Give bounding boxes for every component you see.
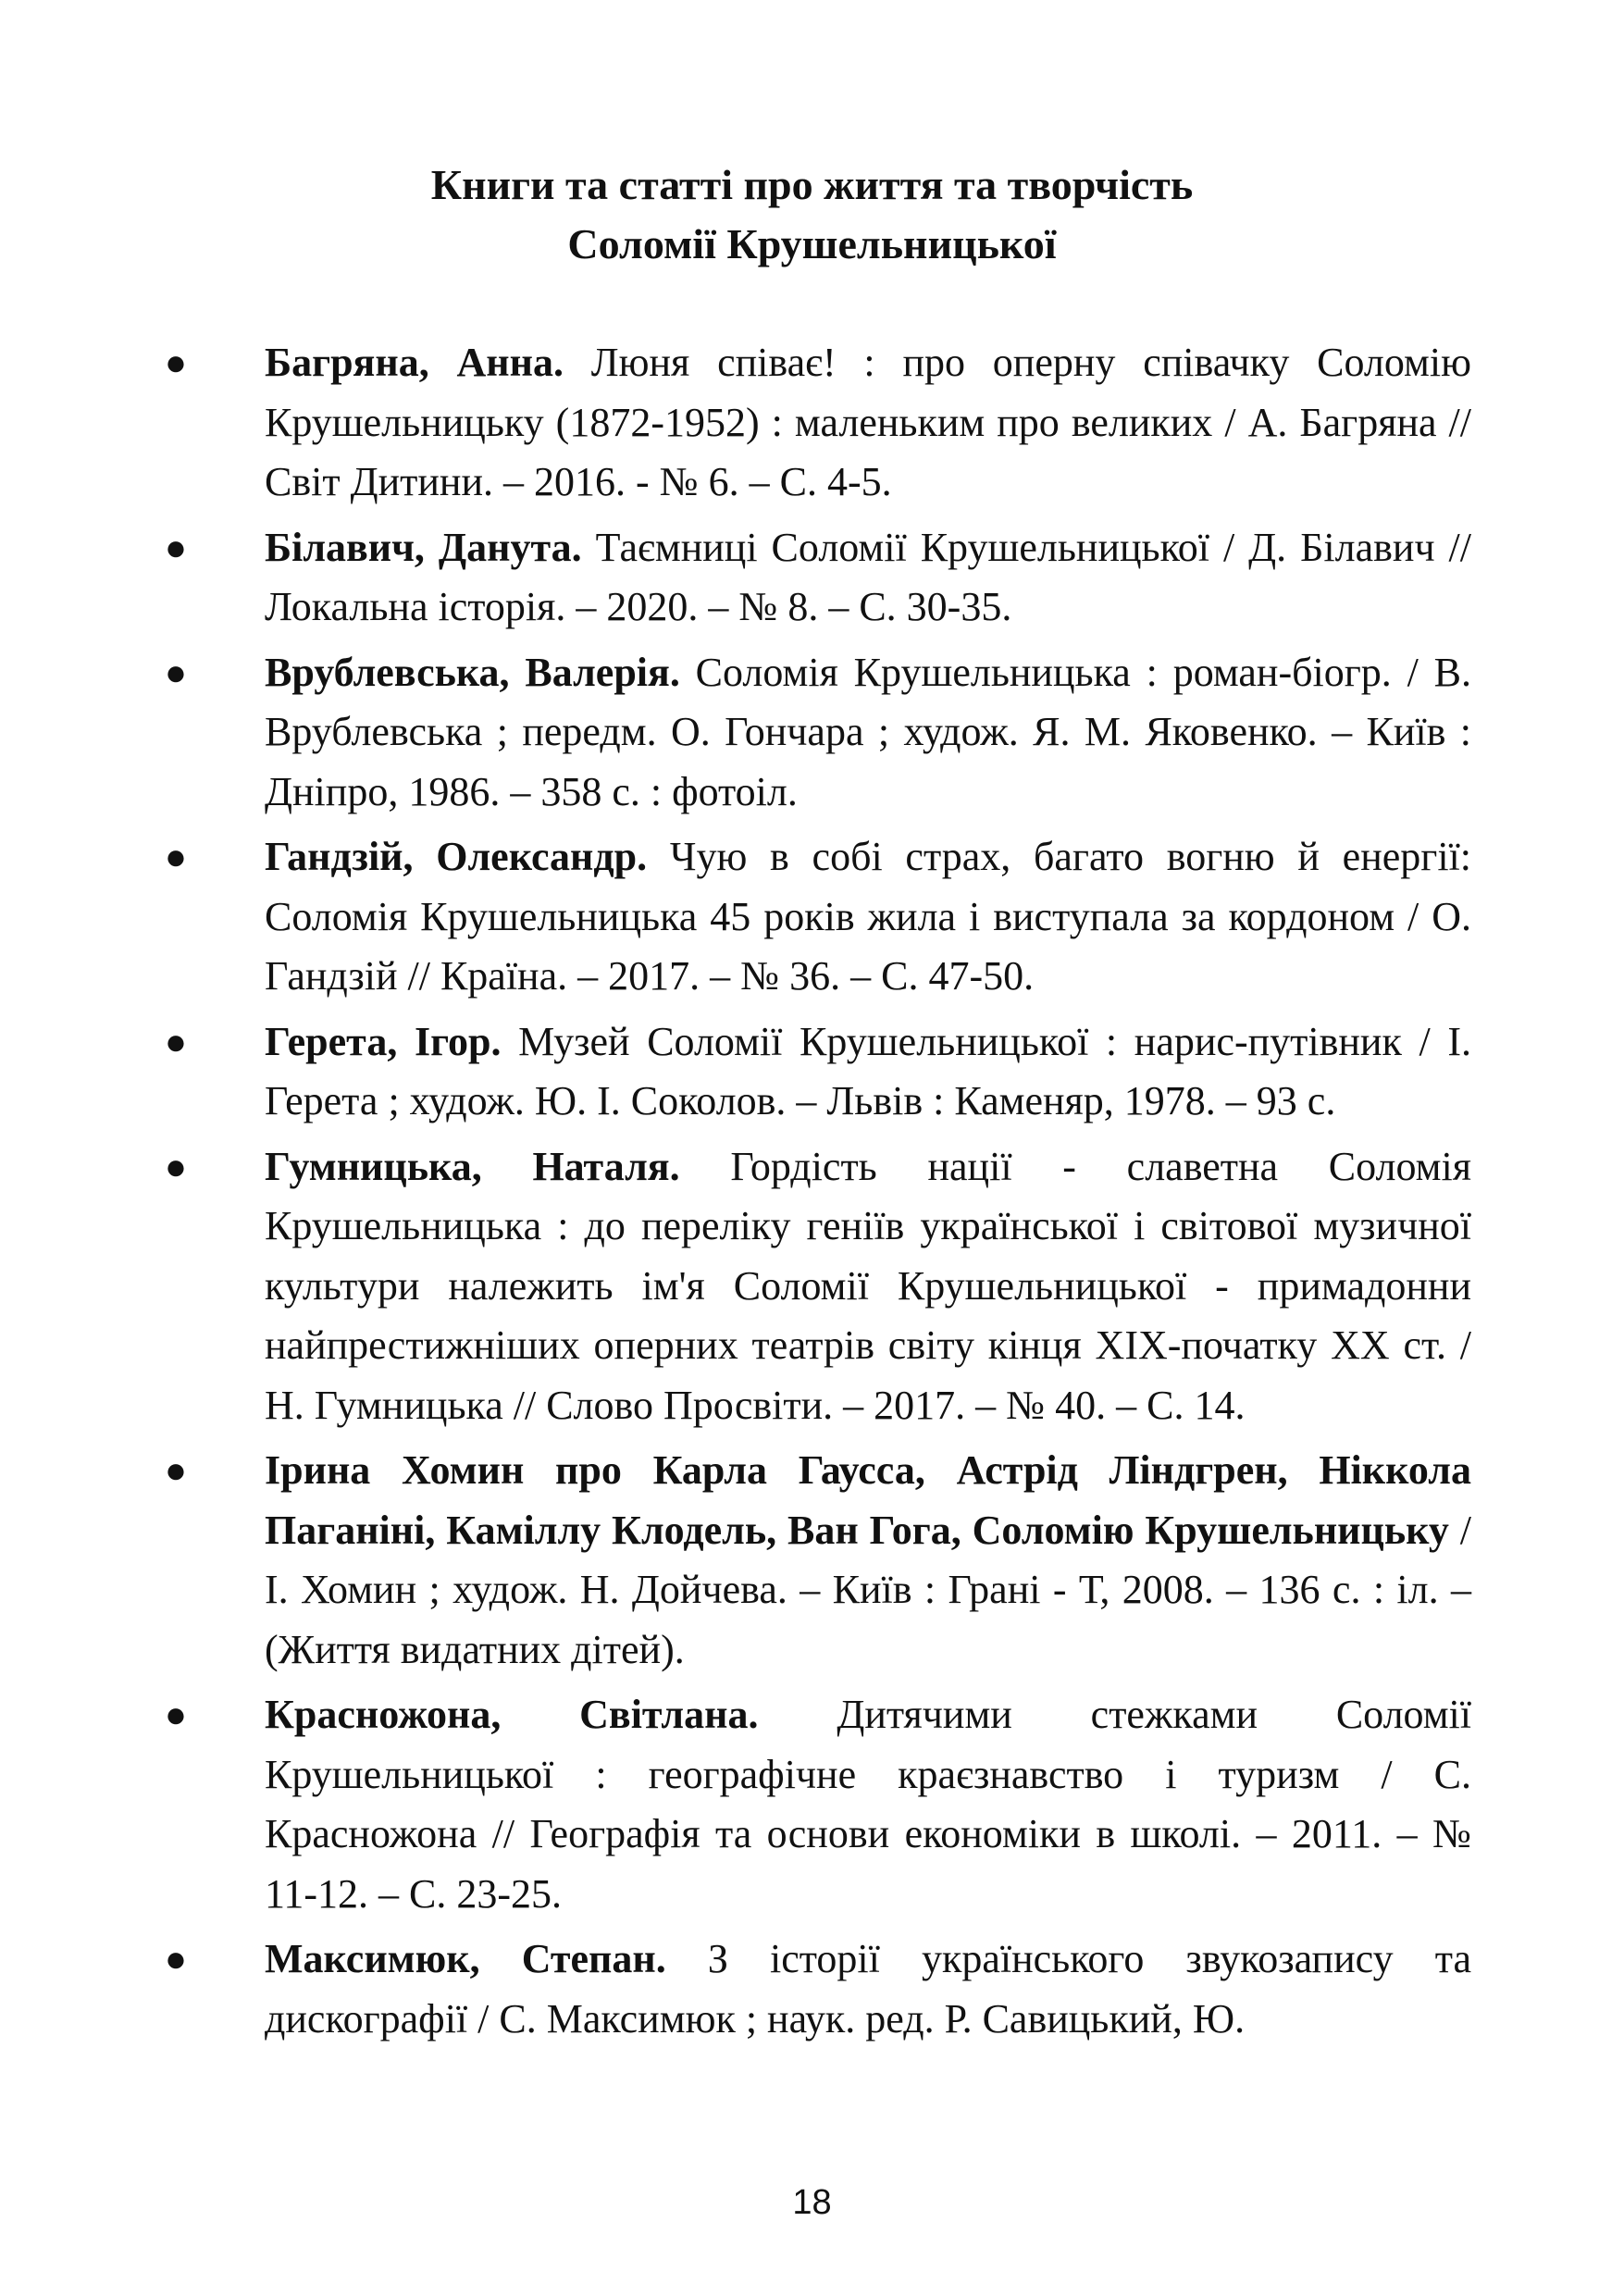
entry-author: Врублевська, Валерія. xyxy=(265,649,680,695)
bullet-icon: ● xyxy=(164,836,188,877)
page-title-line-1: Книги та статті про життя та творчість xyxy=(430,161,1194,208)
bibliography-entry xyxy=(157,1441,1471,1680)
entry-text: / І. Хомин ; худож. Н. Дойчева. – Київ : Грані - Т, 2008. – 136 с. : іл. – (Життя видатних дітей). xyxy=(265,1507,1472,1672)
bibliography-list xyxy=(157,333,1471,2054)
entry-author: Гандзій, Олександр. xyxy=(265,834,648,879)
bullet-icon: ● xyxy=(164,1938,188,1980)
entry-author: Багряна, Анна. xyxy=(265,340,564,385)
bullet-icon: ● xyxy=(164,651,188,693)
bibliography-entry xyxy=(157,333,1471,513)
bibliography-entry xyxy=(157,1012,1471,1132)
bullet-icon: ● xyxy=(164,1020,188,1062)
bibliography-entry xyxy=(157,643,1471,823)
entry-text: З історії українського звукозапису та дискографії / С. Максимюк ; наук. ред. Р. Савицький, Ю. xyxy=(265,1936,1471,2042)
bullet-icon: ● xyxy=(164,341,188,383)
entry-text: Соломія Крушельницька : роман-біогр. / В. Врублевська ; передм. О. Гончара ; худож. Я. М. Яковенко. – Київ : Дніпро, 1986. – 358 с. : фотоіл. xyxy=(265,649,1472,814)
bullet-icon: ● xyxy=(164,1449,188,1491)
entry-text: Гордість нації - славетна Соломія Крушельницька : до переліку геніїв української і світової музичної культури належить ім'я Соломії Крушельницької - примадонни найпрестижніших оперних театрів світу кінця XIX-початку XX ст. / Н. Гумницька // Слово Просвіти. – 2017. – № 40. – С. 14. xyxy=(265,1143,1471,1428)
page-number: 18 xyxy=(792,2183,832,2222)
bibliography-entry xyxy=(157,1685,1471,1924)
bibliography-entry xyxy=(157,518,1471,638)
bibliography-entry xyxy=(157,827,1471,1007)
entry-author: Білавич, Данута. xyxy=(265,524,582,570)
bullet-icon: ● xyxy=(164,1694,188,1735)
bibliography-entry xyxy=(157,1137,1471,1436)
entry-author: Герета, Ігор. xyxy=(265,1018,502,1064)
bullet-icon: ● xyxy=(164,1145,188,1187)
entry-author: Ірина Хомин про Карла Гаусса, Астрід Ліндгрен, Ніккола Паганіні, Каміллу Клодель, Ван Гога, Соломію Крушельницьку xyxy=(265,1447,1471,1553)
entry-text: Таємниці Соломії Крушельницької / Д. Білавич // Локальна історія. – 2020. – № 8. – С. 30-35. xyxy=(265,524,1471,629)
bullet-icon: ● xyxy=(164,526,188,568)
entry-author: Красножона, Світлана. xyxy=(265,1692,759,1737)
entry-author: Гумницька, Наталя. xyxy=(265,1143,680,1189)
page-title xyxy=(0,155,1624,274)
entry-text: Дитячими стежками Соломії Крушельницької : географічне краєзнавство і туризм / С. Красножона // Географія та основи економіки в школі. – 2011. – № 11-12. – С. 23-25. xyxy=(265,1692,1472,1917)
bibliography-entry xyxy=(157,1930,1471,2049)
entry-text: Люня співає! : про оперну співачку Соломію Крушельницьку (1872-1952) : маленьким про великих / А. Багряна // Світ Дитини. – 2016. - № 6. – С. 4-5. xyxy=(265,340,1471,504)
entry-text: Чую в собі страх, багато вогню й енергії: Соломія Крушельницька 45 років жила і виступала за кордоном / О. Гандзій // Країна. – 2017. – № 36. – С. 47-50. xyxy=(265,834,1471,999)
entry-author: Максимюк, Степан. xyxy=(265,1936,666,1981)
entry-text: Музей Соломії Крушельницької : нарис-путівник / І. Герета ; худож. Ю. І. Соколов. – Львів : Каменяр, 1978. – 93 с. xyxy=(265,1018,1471,1123)
page-title-line-2: Соломії Крушельницької xyxy=(567,220,1057,267)
